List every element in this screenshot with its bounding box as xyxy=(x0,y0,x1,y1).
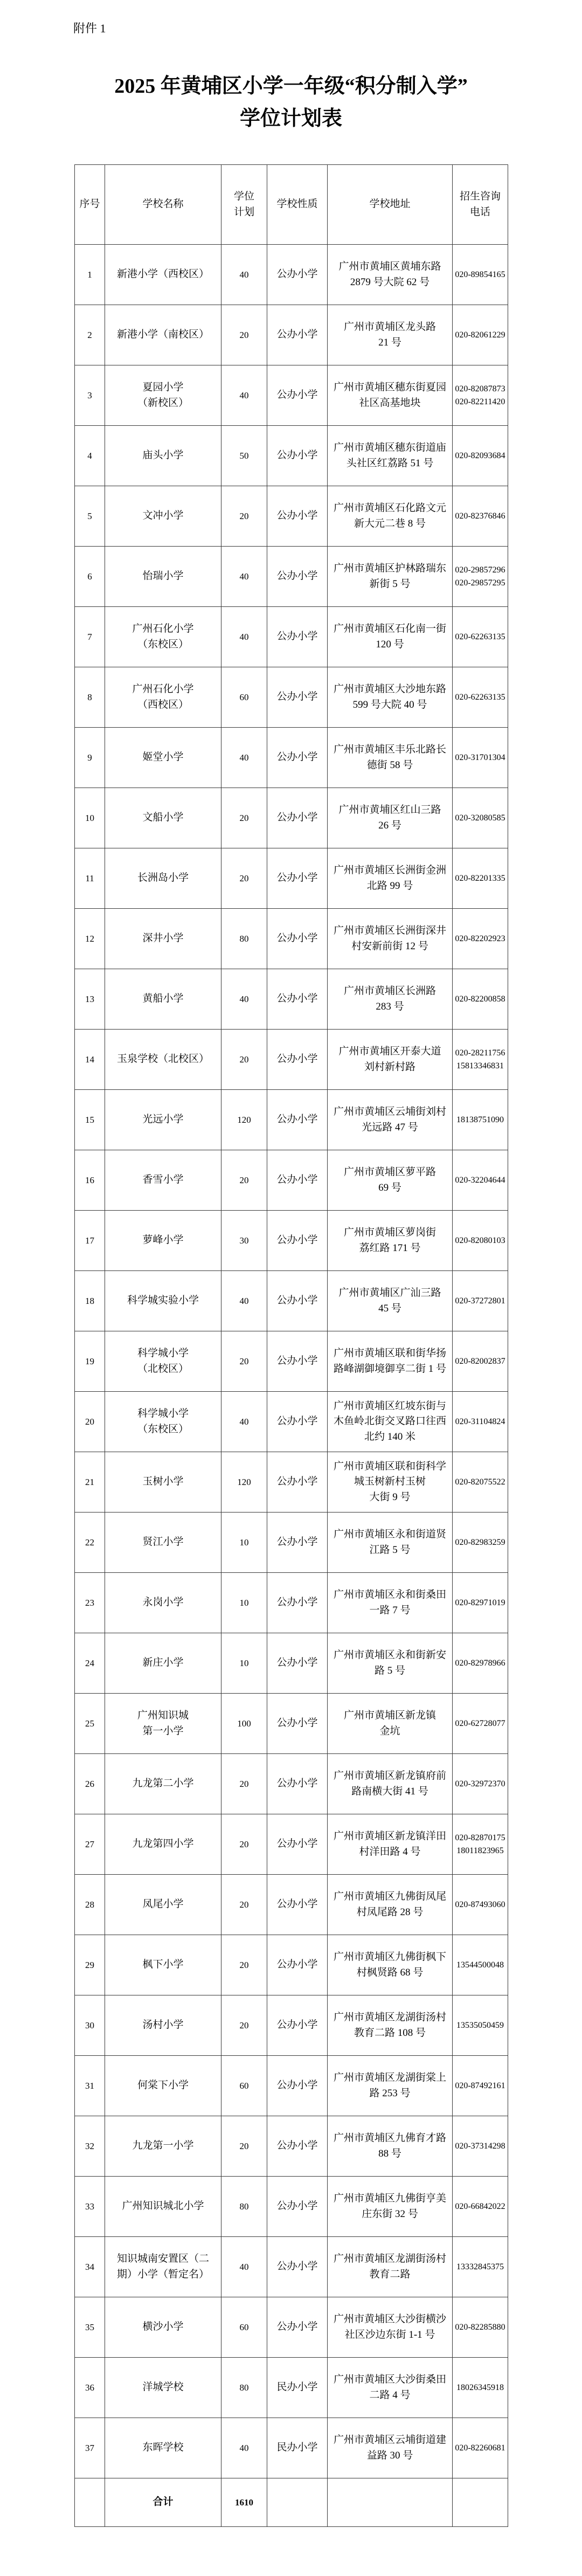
address-cell: 广州市黄埔区萝平路 69 号 xyxy=(328,1150,453,1211)
phone-cell: 020-62263135 xyxy=(453,667,508,728)
address-cell: 广州市黄埔区大沙地东路 599 号大院 40 号 xyxy=(328,667,453,728)
address-cell: 广州市黄埔区永和街新安 路 5 号 xyxy=(328,1633,453,1694)
row-number-cell: 17 xyxy=(75,1211,105,1271)
row-number-cell: 16 xyxy=(75,1150,105,1211)
quota-cell: 60 xyxy=(221,2297,267,2358)
total-empty-cell xyxy=(453,2478,508,2527)
quota-cell: 60 xyxy=(221,2056,267,2116)
row-number-cell: 4 xyxy=(75,426,105,486)
total-label: 合计 xyxy=(105,2478,221,2527)
phone-cell: 020-82983259 xyxy=(453,1513,508,1573)
school-name-cell: 科学城小学 （北校区） xyxy=(105,1331,221,1392)
quota-cell: 10 xyxy=(221,1573,267,1633)
school-name-cell: 深井小学 xyxy=(105,909,221,969)
row-number-cell: 31 xyxy=(75,2056,105,2116)
row-number-cell: 37 xyxy=(75,2418,105,2478)
row-number-cell: 11 xyxy=(75,848,105,909)
phone-cell: 020-82061229 xyxy=(453,305,508,365)
quota-cell: 20 xyxy=(221,1995,267,2056)
address-cell: 广州市黄埔区永和街道贤 江路 5 号 xyxy=(328,1513,453,1573)
quota-cell: 40 xyxy=(221,969,267,1030)
quota-cell: 20 xyxy=(221,486,267,547)
address-cell: 广州市黄埔区穗东街夏园 社区高基地块 xyxy=(328,365,453,426)
school-type-cell: 公办小学 xyxy=(267,1573,328,1633)
address-cell: 广州市黄埔区九佛街凤尾 村凤尾路 28 号 xyxy=(328,1875,453,1935)
address-cell: 广州市黄埔区联和街科学 城玉树新村玉树 大街 9 号 xyxy=(328,1452,453,1513)
table-row xyxy=(75,2056,508,2116)
school-name-cell: 广州知识城北小学 xyxy=(105,2177,221,2237)
quota-cell: 30 xyxy=(221,1211,267,1271)
school-name-cell: 长洲岛小学 xyxy=(105,848,221,909)
table-row xyxy=(75,365,508,426)
school-type-cell: 公办小学 xyxy=(267,1754,328,1814)
address-cell: 广州市黄埔区联和街华扬 路峰湖御境御享二街 1 号 xyxy=(328,1331,453,1392)
row-number-cell: 34 xyxy=(75,2237,105,2297)
school-type-cell: 公办小学 xyxy=(267,365,328,426)
row-number-cell: 10 xyxy=(75,788,105,848)
phone-cell: 020-82002837 xyxy=(453,1331,508,1392)
school-type-cell: 公办小学 xyxy=(267,2297,328,2358)
row-number-cell: 22 xyxy=(75,1513,105,1573)
address-cell: 广州市黄埔区广汕三路 45 号 xyxy=(328,1271,453,1331)
phone-cell: 020-87493060 xyxy=(453,1875,508,1935)
school-type-cell: 公办小学 xyxy=(267,2056,328,2116)
quota-cell: 40 xyxy=(221,607,267,667)
school-type-cell: 公办小学 xyxy=(267,305,328,365)
school-quota-table xyxy=(74,164,508,2527)
table-row xyxy=(75,1150,508,1211)
phone-cell: 18026345918 xyxy=(453,2358,508,2418)
attachment-label: 附件 1 xyxy=(73,22,106,35)
phone-cell: 18138751090 xyxy=(453,1090,508,1150)
school-name-cell: 黄船小学 xyxy=(105,969,221,1030)
address-cell: 广州市黄埔区龙头路 21 号 xyxy=(328,305,453,365)
quota-cell: 40 xyxy=(221,728,267,788)
total-empty-cell xyxy=(328,2478,453,2527)
quota-cell: 40 xyxy=(221,365,267,426)
table-row xyxy=(75,1754,508,1814)
table-row xyxy=(75,1633,508,1694)
row-number-cell: 25 xyxy=(75,1694,105,1754)
school-type-cell: 公办小学 xyxy=(267,486,328,547)
school-type-cell: 公办小学 xyxy=(267,1030,328,1090)
table-row xyxy=(75,848,508,909)
school-type-cell: 民办小学 xyxy=(267,2358,328,2418)
table-row xyxy=(75,305,508,365)
total-empty-cell xyxy=(267,2478,328,2527)
quota-cell: 80 xyxy=(221,2177,267,2237)
school-name-cell: 枫下小学 xyxy=(105,1935,221,1995)
table-row xyxy=(75,1452,508,1513)
school-type-cell: 公办小学 xyxy=(267,667,328,728)
school-name-cell: 光远小学 xyxy=(105,1090,221,1150)
school-name-cell: 怡瑞小学 xyxy=(105,547,221,607)
school-type-cell: 公办小学 xyxy=(267,1331,328,1392)
quota-cell: 20 xyxy=(221,1754,267,1814)
quota-cell: 20 xyxy=(221,1814,267,1875)
phone-cell: 020-87492161 xyxy=(453,2056,508,2116)
school-name-cell: 香雪小学 xyxy=(105,1150,221,1211)
table-row xyxy=(75,1935,508,1995)
phone-cell: 020-31701304 xyxy=(453,728,508,788)
school-type-cell: 公办小学 xyxy=(267,547,328,607)
quota-cell: 60 xyxy=(221,667,267,728)
phone-cell: 020-28211756 15813346831 xyxy=(453,1030,508,1090)
school-name-cell: 科学城小学 （东校区） xyxy=(105,1392,221,1452)
table-body xyxy=(75,245,508,2527)
quota-cell: 20 xyxy=(221,1875,267,1935)
school-name-cell: 凤尾小学 xyxy=(105,1875,221,1935)
table-row xyxy=(75,2297,508,2358)
table-row xyxy=(75,607,508,667)
row-number-cell: 28 xyxy=(75,1875,105,1935)
row-number-cell: 19 xyxy=(75,1331,105,1392)
school-name-cell: 文冲小学 xyxy=(105,486,221,547)
school-type-cell: 公办小学 xyxy=(267,848,328,909)
quota-cell: 20 xyxy=(221,1331,267,1392)
row-number-cell: 7 xyxy=(75,607,105,667)
row-number-cell: 20 xyxy=(75,1392,105,1452)
phone-cell: 020-62728077 xyxy=(453,1694,508,1754)
table-row xyxy=(75,667,508,728)
quota-cell: 10 xyxy=(221,1513,267,1573)
phone-cell: 020-89854165 xyxy=(453,245,508,305)
table-row xyxy=(75,486,508,547)
school-name-cell: 九龙第四小学 xyxy=(105,1814,221,1875)
address-cell: 广州市黄埔区大沙街桑田 二路 4 号 xyxy=(328,2358,453,2418)
quota-cell: 20 xyxy=(221,788,267,848)
address-cell: 广州市黄埔区红坡东街与 木鱼岭北街交叉路口往西 北约 140 米 xyxy=(328,1392,453,1452)
school-name-cell: 广州知识城 第一小学 xyxy=(105,1694,221,1754)
address-cell: 广州市黄埔区云埔街刘村 光远路 47 号 xyxy=(328,1090,453,1150)
address-cell: 广州市黄埔区石化路文元 新大元二巷 8 号 xyxy=(328,486,453,547)
document-title-line2: 学位计划表 xyxy=(239,107,342,130)
row-number-cell: 13 xyxy=(75,969,105,1030)
quota-cell: 40 xyxy=(221,1271,267,1331)
phone-cell: 020-32204644 xyxy=(453,1150,508,1211)
header-quota: 学位 计划 xyxy=(221,165,267,245)
school-name-cell: 文船小学 xyxy=(105,788,221,848)
school-name-cell: 萝峰小学 xyxy=(105,1211,221,1271)
table-row xyxy=(75,426,508,486)
school-name-cell: 姬堂小学 xyxy=(105,728,221,788)
school-name-cell: 东晖学校 xyxy=(105,2418,221,2478)
school-name-cell: 夏园小学 （新校区） xyxy=(105,365,221,426)
table-row xyxy=(75,245,508,305)
phone-cell: 020-37314298 xyxy=(453,2116,508,2177)
row-number-cell: 8 xyxy=(75,667,105,728)
total-empty-cell xyxy=(75,2478,105,2527)
quota-cell: 40 xyxy=(221,547,267,607)
address-cell: 广州市黄埔区大沙街横沙 社区沙边东街 1-1 号 xyxy=(328,2297,453,2358)
school-type-cell: 公办小学 xyxy=(267,607,328,667)
total-quota: 1610 xyxy=(221,2478,267,2527)
quota-cell: 20 xyxy=(221,848,267,909)
quota-cell: 20 xyxy=(221,2116,267,2177)
school-type-cell: 公办小学 xyxy=(267,1211,328,1271)
school-type-cell: 公办小学 xyxy=(267,1935,328,1995)
row-number-cell: 15 xyxy=(75,1090,105,1150)
school-type-cell: 公办小学 xyxy=(267,1875,328,1935)
table-row xyxy=(75,1694,508,1754)
row-number-cell: 12 xyxy=(75,909,105,969)
header-school-name: 学校名称 xyxy=(105,165,221,245)
phone-cell: 020-32972370 xyxy=(453,1754,508,1814)
table-row xyxy=(75,1392,508,1452)
table-row xyxy=(75,547,508,607)
address-cell: 广州市黄埔区九佛街亨美 庄东街 32 号 xyxy=(328,2177,453,2237)
phone-cell: 020-82870175 18011823965 xyxy=(453,1814,508,1875)
quota-cell: 120 xyxy=(221,1090,267,1150)
row-number-cell: 3 xyxy=(75,365,105,426)
phone-cell: 020-82200858 xyxy=(453,969,508,1030)
school-type-cell: 公办小学 xyxy=(267,1090,328,1150)
school-type-cell: 公办小学 xyxy=(267,1633,328,1694)
address-cell: 广州市黄埔区云埔街道建 益路 30 号 xyxy=(328,2418,453,2478)
address-cell: 广州市黄埔区萝岗街 荔红路 171 号 xyxy=(328,1211,453,1271)
school-name-cell: 庙头小学 xyxy=(105,426,221,486)
row-number-cell: 9 xyxy=(75,728,105,788)
header-phone: 招生咨询 电话 xyxy=(453,165,508,245)
phone-cell: 020-82202923 xyxy=(453,909,508,969)
total-row xyxy=(75,2478,508,2527)
school-type-cell: 公办小学 xyxy=(267,1513,328,1573)
school-type-cell: 公办小学 xyxy=(267,1392,328,1452)
row-number-cell: 30 xyxy=(75,1995,105,2056)
school-name-cell: 贤江小学 xyxy=(105,1513,221,1573)
table-row xyxy=(75,909,508,969)
school-name-cell: 广州石化小学 （西校区） xyxy=(105,667,221,728)
address-cell: 广州市黄埔区新龙镇 金坑 xyxy=(328,1694,453,1754)
phone-cell: 13544500048 xyxy=(453,1935,508,1995)
address-cell: 广州市黄埔区长洲街深井 村安新前街 12 号 xyxy=(328,909,453,969)
table-row xyxy=(75,2177,508,2237)
quota-cell: 80 xyxy=(221,909,267,969)
phone-cell: 020-82201335 xyxy=(453,848,508,909)
school-type-cell: 公办小学 xyxy=(267,1694,328,1754)
phone-cell: 020-62263135 xyxy=(453,607,508,667)
address-cell: 广州市黄埔区红山三路 26 号 xyxy=(328,788,453,848)
row-number-cell: 27 xyxy=(75,1814,105,1875)
table-row xyxy=(75,1331,508,1392)
table-row xyxy=(75,2418,508,2478)
phone-cell: 020-82075522 xyxy=(453,1452,508,1513)
quota-cell: 100 xyxy=(221,1694,267,1754)
address-cell: 广州市黄埔区九佛育才路 88 号 xyxy=(328,2116,453,2177)
table-row xyxy=(75,788,508,848)
school-type-cell: 公办小学 xyxy=(267,426,328,486)
school-type-cell: 公办小学 xyxy=(267,2177,328,2237)
address-cell: 广州市黄埔区新龙镇府前 路南横大街 41 号 xyxy=(328,1754,453,1814)
school-name-cell: 新庄小学 xyxy=(105,1633,221,1694)
address-cell: 广州市黄埔区长洲路 283 号 xyxy=(328,969,453,1030)
phone-cell: 020-29857296 020-29857295 xyxy=(453,547,508,607)
school-type-cell: 民办小学 xyxy=(267,2418,328,2478)
phone-cell: 020-82285880 xyxy=(453,2297,508,2358)
address-cell: 广州市黄埔区石化南一街 120 号 xyxy=(328,607,453,667)
school-type-cell: 公办小学 xyxy=(267,2116,328,2177)
school-name-cell: 知识城南安置区（二 期）小学（暂定名） xyxy=(105,2237,221,2297)
phone-cell: 020-82260681 xyxy=(453,2418,508,2478)
phone-cell: 020-82080103 xyxy=(453,1211,508,1271)
school-name-cell: 玉泉学校（北校区） xyxy=(105,1030,221,1090)
row-number-cell: 6 xyxy=(75,547,105,607)
row-number-cell: 24 xyxy=(75,1633,105,1694)
quota-cell: 40 xyxy=(221,1392,267,1452)
quota-cell: 10 xyxy=(221,1633,267,1694)
school-type-cell: 公办小学 xyxy=(267,1452,328,1513)
school-type-cell: 公办小学 xyxy=(267,1150,328,1211)
table-row xyxy=(75,1030,508,1090)
table-row xyxy=(75,1271,508,1331)
table-row xyxy=(75,728,508,788)
school-name-cell: 广州石化小学 （东校区） xyxy=(105,607,221,667)
school-type-cell: 公办小学 xyxy=(267,1995,328,2056)
school-name-cell: 九龙第二小学 xyxy=(105,1754,221,1814)
row-number-cell: 18 xyxy=(75,1271,105,1331)
phone-cell: 020-66842022 xyxy=(453,2177,508,2237)
quota-cell: 120 xyxy=(221,1452,267,1513)
school-type-cell: 公办小学 xyxy=(267,2237,328,2297)
table-row xyxy=(75,1814,508,1875)
address-cell: 广州市黄埔区穗东街道庙 头社区红荔路 51 号 xyxy=(328,426,453,486)
table-row xyxy=(75,2358,508,2418)
table-row xyxy=(75,1513,508,1573)
phone-cell: 020-37272801 xyxy=(453,1271,508,1331)
school-type-cell: 公办小学 xyxy=(267,788,328,848)
table-row xyxy=(75,1875,508,1935)
school-name-cell: 新港小学（西校区） xyxy=(105,245,221,305)
school-type-cell: 公办小学 xyxy=(267,1814,328,1875)
address-cell: 广州市黄埔区龙湖街棠上 路 253 号 xyxy=(328,2056,453,2116)
quota-cell: 20 xyxy=(221,1030,267,1090)
school-name-cell: 九龙第一小学 xyxy=(105,2116,221,2177)
school-name-cell: 何棠下小学 xyxy=(105,2056,221,2116)
quota-cell: 80 xyxy=(221,2358,267,2418)
header-address: 学校地址 xyxy=(328,165,453,245)
phone-cell: 13535050459 xyxy=(453,1995,508,2056)
address-cell: 广州市黄埔区开泰大道 刘村新村路 xyxy=(328,1030,453,1090)
address-cell: 广州市黄埔区永和街桑田 一路 7 号 xyxy=(328,1573,453,1633)
address-cell: 广州市黄埔区护林路瑞东 新街 5 号 xyxy=(328,547,453,607)
school-type-cell: 公办小学 xyxy=(267,728,328,788)
row-number-cell: 35 xyxy=(75,2297,105,2358)
table-row xyxy=(75,1211,508,1271)
school-type-cell: 公办小学 xyxy=(267,245,328,305)
phone-cell: 020-32080585 xyxy=(453,788,508,848)
school-name-cell: 永岗小学 xyxy=(105,1573,221,1633)
row-number-cell: 26 xyxy=(75,1754,105,1814)
row-number-cell: 21 xyxy=(75,1452,105,1513)
school-type-cell: 公办小学 xyxy=(267,1271,328,1331)
school-name-cell: 玉树小学 xyxy=(105,1452,221,1513)
address-cell: 广州市黄埔区长洲街金洲 北路 99 号 xyxy=(328,848,453,909)
row-number-cell: 29 xyxy=(75,1935,105,1995)
header-row-number: 序号 xyxy=(75,165,105,245)
phone-cell: 020-82376846 xyxy=(453,486,508,547)
phone-cell: 020-82093684 xyxy=(453,426,508,486)
table-row xyxy=(75,2237,508,2297)
school-name-cell: 科学城实验小学 xyxy=(105,1271,221,1331)
phone-cell: 020-82971019 xyxy=(453,1573,508,1633)
address-cell: 广州市黄埔区龙湖街汤村 教育二路 108 号 xyxy=(328,1995,453,2056)
school-name-cell: 汤村小学 xyxy=(105,1995,221,2056)
phone-cell: 020-82087873 020-82211420 xyxy=(453,365,508,426)
quota-cell: 40 xyxy=(221,2237,267,2297)
phone-cell: 020-82978966 xyxy=(453,1633,508,1694)
address-cell: 广州市黄埔区龙湖街汤村 教育二路 xyxy=(328,2237,453,2297)
address-cell: 广州市黄埔区丰乐北路长 德街 58 号 xyxy=(328,728,453,788)
school-name-cell: 洋城学校 xyxy=(105,2358,221,2418)
school-name-cell: 新港小学（南校区） xyxy=(105,305,221,365)
quota-cell: 20 xyxy=(221,1150,267,1211)
row-number-cell: 1 xyxy=(75,245,105,305)
table-row xyxy=(75,1090,508,1150)
row-number-cell: 33 xyxy=(75,2177,105,2237)
school-type-cell: 公办小学 xyxy=(267,969,328,1030)
row-number-cell: 32 xyxy=(75,2116,105,2177)
phone-cell: 020-31104824 xyxy=(453,1392,508,1452)
table-row xyxy=(75,1995,508,2056)
header-school-type: 学校性质 xyxy=(267,165,328,245)
address-cell: 广州市黄埔区黄埔东路 2879 号大院 62 号 xyxy=(328,245,453,305)
table-row xyxy=(75,1573,508,1633)
quota-cell: 40 xyxy=(221,245,267,305)
row-number-cell: 23 xyxy=(75,1573,105,1633)
table-row xyxy=(75,969,508,1030)
address-cell: 广州市黄埔区九佛街枫下 村枫贤路 68 号 xyxy=(328,1935,453,1995)
address-cell: 广州市黄埔区新龙镇洋田 村洋田路 4 号 xyxy=(328,1814,453,1875)
quota-cell: 40 xyxy=(221,2418,267,2478)
row-number-cell: 2 xyxy=(75,305,105,365)
quota-cell: 20 xyxy=(221,1935,267,1995)
phone-cell: 13332845375 xyxy=(453,2237,508,2297)
school-type-cell: 公办小学 xyxy=(267,909,328,969)
row-number-cell: 36 xyxy=(75,2358,105,2418)
document-title-line1: 2025 年黄埔区小学一年级“积分制入学” xyxy=(114,75,468,98)
table-header-row xyxy=(75,165,508,245)
row-number-cell: 5 xyxy=(75,486,105,547)
table-row xyxy=(75,2116,508,2177)
quota-cell: 50 xyxy=(221,426,267,486)
quota-cell: 20 xyxy=(221,305,267,365)
row-number-cell: 14 xyxy=(75,1030,105,1090)
school-name-cell: 横沙小学 xyxy=(105,2297,221,2358)
